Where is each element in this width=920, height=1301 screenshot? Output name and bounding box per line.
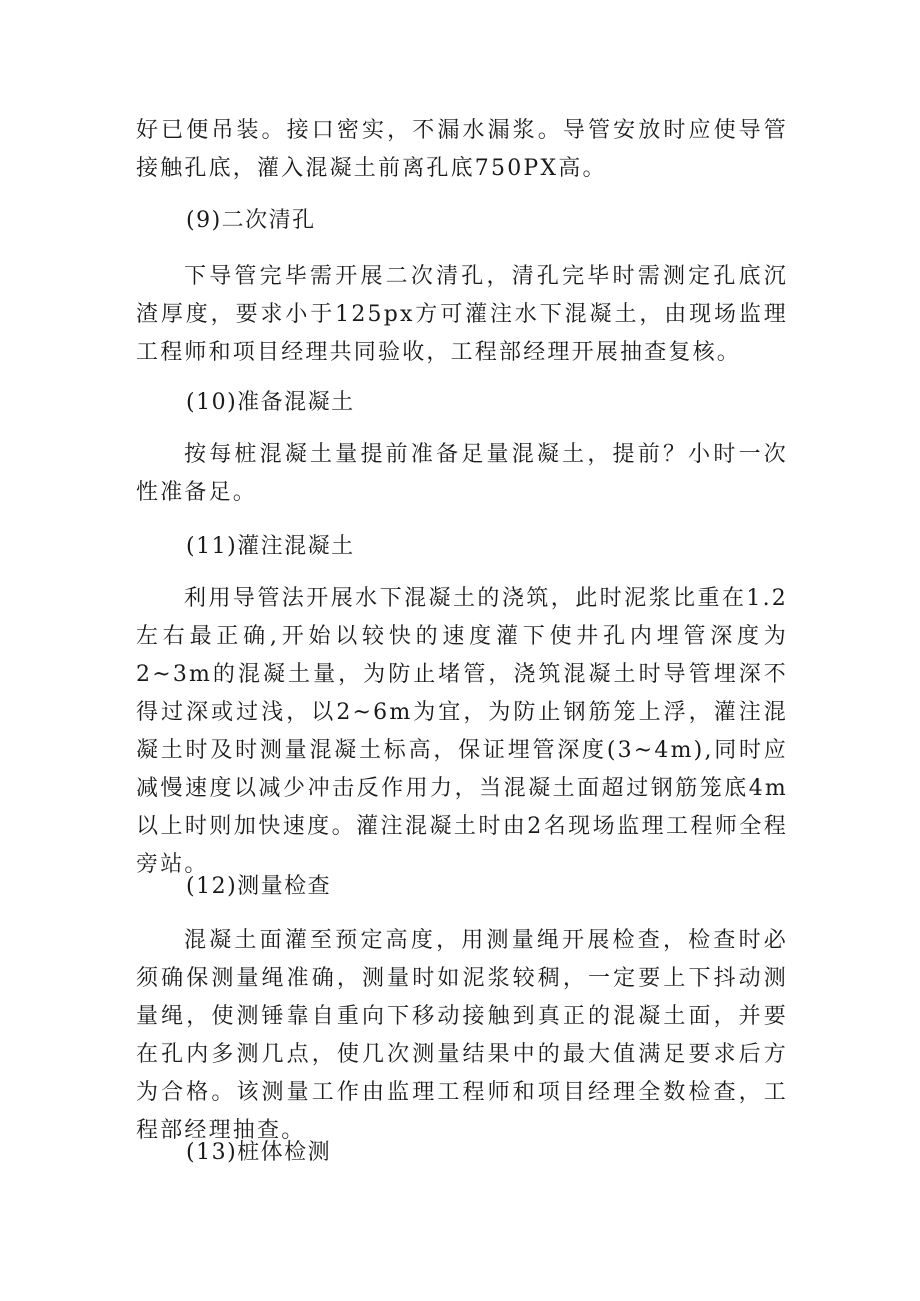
heading-secondary-hole-cleaning: (9)二次清孔 (186, 208, 316, 233)
paragraph-conduit-placement: 好已便吊装。接口密实，不漏水漏浆。导管安放时应使导管接触孔底，灌入混凝土前离孔底750PX高。 (136, 118, 788, 181)
heading-measurement-check: (12)测量检查 (186, 874, 332, 899)
paragraph-measurement-check: 混凝土面灌至预定高度，用测量绳开展检查，检查时必须确保测量绳准确，测量时如泥浆较稠，一定要上下抖动测量绳，使测锤靠自重向下移动接触到真正的混凝土面，并要在孔内多测几点，使几次测量结果中的最大值满足要求后方为合格。该测量工作由监理工程师和项目经理全数检查，工程部经理抽查。 (136, 928, 788, 1143)
paragraph-pour-concrete: 利用导管法开展水下混凝土的浇筑，此时泥浆比重在1.2左右最正确,开始以较快的速度灌下使井孔内埋管深度为2~3m的混凝土量，为防止堵管，浇筑混凝土时导管埋深不得过深或过浅，以2~6m为宜，为防止钢筋笼上浮，灌注混凝土时及时测量混凝土标高，保证埋管深度(3~4m),同时应减慢速度以减少冲击反作用力，当混凝土面超过钢筋笼底4m以上时则加快速度。灌注混凝土时由2名现场监理工程师全程旁站。 (136, 586, 788, 877)
heading-pile-testing: (13)桩体检测 (186, 1140, 332, 1165)
paragraph-secondary-hole-cleaning: 下导管完毕需开展二次清孔，清孔完毕时需测定孔底沉渣厚度，要求小于125px方可灌注水下混凝土，由现场监理工程师和项目经理共同验收，工程部经理开展抽查复核。 (136, 264, 788, 365)
paragraph-prepare-concrete: 按每桩混凝土量提前准备足量混凝土，提前？小时一次性准备足。 (136, 442, 788, 505)
heading-pour-concrete: (11)灌注混凝土 (186, 534, 355, 559)
heading-prepare-concrete: (10)准备混凝土 (186, 390, 355, 415)
